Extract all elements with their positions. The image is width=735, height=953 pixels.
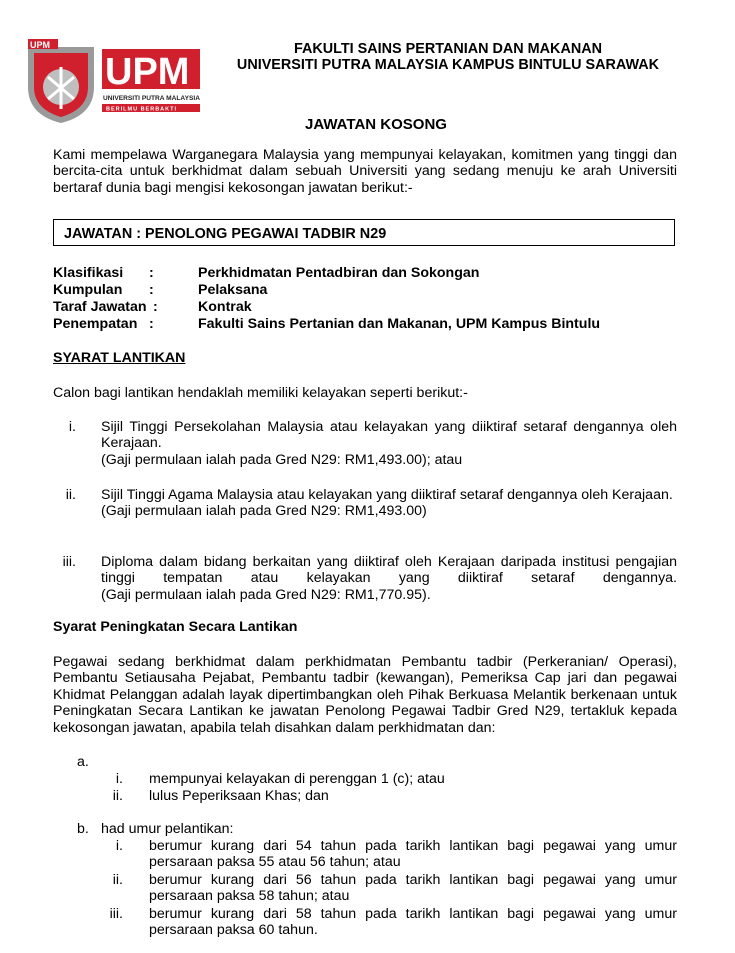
detail-value: Perkhidmatan Pentadbiran dan Sokongan bbox=[198, 265, 480, 281]
syarat-heading: SYARAT LANTIKAN bbox=[53, 350, 186, 366]
item-number: ii. bbox=[112, 788, 123, 804]
detail-label: Taraf Jawatan bbox=[53, 299, 147, 315]
list-b bbox=[77, 838, 677, 938]
detail-value: Pelaksana bbox=[198, 282, 268, 298]
faculty-name: FAKULTI SAINS PERTANIAN DAN MAKANAN bbox=[293, 41, 603, 57]
detail-row bbox=[53, 299, 683, 316]
detail-colon: : bbox=[149, 316, 154, 332]
list-item bbox=[77, 838, 677, 871]
detail-row bbox=[53, 316, 683, 333]
detail-row bbox=[53, 265, 683, 282]
item-number: ii. bbox=[65, 487, 76, 503]
item-text: lulus Peperiksaan Khas; dan bbox=[149, 788, 329, 804]
syarat-lead: Calon bagi lantikan hendaklah memiliki kelayakan seperti berikut:- bbox=[53, 385, 468, 401]
item-number: i. bbox=[115, 771, 123, 787]
item-text: Diploma dalam bidang berkaitan yang diiktiraf oleh Kerajaan daripada institusi pengajian tinggi tempatan atau kelayakan yang diiktiraf setaraf dengannya. bbox=[101, 554, 677, 587]
upm-logo bbox=[26, 37, 201, 125]
syarat-item bbox=[46, 419, 677, 468]
item-text: berumur kurang dari 58 tahun pada tarikh lantikan bagi pegawai yang umur persaraan paksa 60 tahun. bbox=[149, 905, 677, 939]
detail-value: Kontrak bbox=[198, 299, 252, 315]
page-title: JAWATAN KOSONG bbox=[305, 116, 447, 133]
svg-text:UPM: UPM bbox=[30, 40, 50, 50]
peningkatan-body: Pegawai sedang berkhidmat dalam perkhidmatan Pembantu tadbir (Perkeranian/ Operasi), Pembantu Setiausaha Pejabat, Pembantu tadbir (kewangan), Pemeriksa Cap jari dan pegawai Khidmat Pelanggan adalah layak dipertimbangkan oleh Pihak Berkuasa Melantik berkenaan untuk Peningkatan Secara Lantikan ke jawatan Penolong Pegawai Tadbir Gred N29, tertakluk kepada kekosongan jawatan, apabila telah disahkan dalam perkhidmatan dan: bbox=[53, 654, 677, 736]
item-text: Sijil Tinggi Agama Malaysia atau kelayakan yang diiktiraf setaraf dengannya oleh Kerajaan. bbox=[101, 487, 673, 503]
list-item bbox=[77, 771, 677, 788]
peningkatan-heading: Syarat Peningkatan Secara Lantikan bbox=[53, 619, 298, 635]
detail-label: Klasifikasi bbox=[53, 265, 124, 281]
detail-value: Fakulti Sains Pertanian dan Makanan, UPM Kampus Bintulu bbox=[198, 316, 601, 332]
list-label-a: a. bbox=[77, 754, 89, 770]
item-number: iii. bbox=[62, 554, 76, 570]
item-number: ii. bbox=[112, 871, 123, 888]
syarat-item bbox=[46, 554, 677, 603]
list-item bbox=[77, 906, 677, 939]
item-number: i. bbox=[68, 419, 76, 435]
position-box: JAWATAN : PENOLONG PEGAWAI TADBIR N29 bbox=[53, 219, 675, 246]
item-note: (Gaji permulaan ialah pada Gred N29: RM1,770.95). bbox=[101, 586, 431, 603]
syarat-item bbox=[46, 487, 677, 520]
item-text: Sijil Tinggi Persekolahan Malaysia atau kelayakan yang diiktiraf setaraf dengannya oleh Kerajaan. bbox=[101, 419, 677, 452]
item-number: iii. bbox=[109, 905, 123, 922]
detail-label: Kumpulan bbox=[53, 282, 123, 298]
item-note: (Gaji permulaan ialah pada Gred N29: RM1,493.00); atau bbox=[101, 451, 463, 468]
university-name: UNIVERSITI PUTRA MALAYSIA KAMPUS BINTULU SARAWAK bbox=[236, 57, 660, 73]
intro-paragraph: Kami mempelawa Warganegara Malaysia yang mempunyai kelayakan, komitmen yang tinggi dan bercita-cita untuk berkhidmat dalam sebuah Universiti yang sedang menuju ke arah Universiti bertaraf dunia bagi mengisi kekosongan jawatan berikut:- bbox=[53, 147, 677, 196]
item-text: mempunyai kelayakan di perenggan 1 (c); atau bbox=[149, 771, 445, 787]
detail-label: Penempatan bbox=[53, 316, 138, 332]
detail-colon: : bbox=[149, 265, 154, 281]
svg-text:UNIVERSITI PUTRA MALAYSIA: UNIVERSITI PUTRA MALAYSIA bbox=[103, 95, 200, 102]
item-text: berumur kurang dari 54 tahun pada tarikh lantikan bagi pegawai yang umur persaraan paksa 55 atau 56 tahun; atau bbox=[149, 838, 677, 871]
svg-text:BERILMU BERBAKTI: BERILMU BERBAKTI bbox=[106, 106, 177, 113]
svg-text:UPM: UPM bbox=[105, 51, 190, 93]
detail-row bbox=[53, 282, 683, 299]
detail-colon: : bbox=[153, 299, 158, 315]
item-note: (Gaji permulaan ialah pada Gred N29: RM1,493.00) bbox=[101, 503, 427, 520]
list-item bbox=[77, 872, 677, 905]
list-item bbox=[77, 788, 677, 805]
list-label-b: b. bbox=[77, 821, 89, 837]
list-b-text: had umur pelantikan: bbox=[101, 821, 234, 837]
upm-crest-icon bbox=[26, 37, 201, 125]
item-number: i. bbox=[115, 838, 123, 854]
list-a bbox=[77, 771, 677, 805]
item-text: berumur kurang dari 56 tahun pada tarikh lantikan bagi pegawai yang umur persaraan paksa 58 tahun; atau bbox=[149, 871, 677, 905]
details-list bbox=[53, 265, 683, 333]
detail-colon: : bbox=[149, 282, 154, 298]
